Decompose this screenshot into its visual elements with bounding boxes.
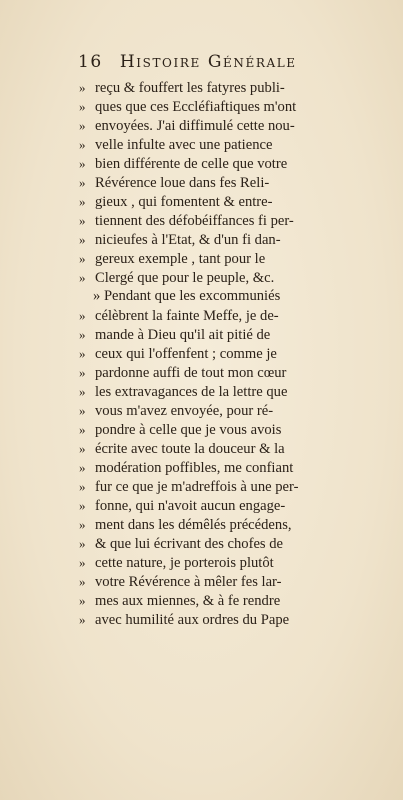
text-line [79, 268, 373, 287]
quote-mark: » [79, 251, 86, 266]
text-line [79, 306, 373, 325]
text-line [79, 610, 373, 629]
quote-mark: » [79, 422, 86, 437]
quote-mark: » [79, 327, 86, 342]
quote-mark: » [79, 517, 86, 532]
text-line [79, 515, 373, 534]
quote-mark: » [79, 308, 86, 323]
line-text: fonne, qui n'avoit aucun engage- [95, 498, 286, 514]
text-line [79, 572, 373, 591]
text-line [79, 496, 373, 515]
quote-mark: » [79, 536, 86, 551]
quote-mark: » [79, 232, 86, 247]
text-line [79, 154, 373, 173]
quote-mark: » [79, 99, 86, 114]
text-line [79, 401, 373, 420]
line-text: pardonne auffi de tout mon cœur [95, 365, 287, 381]
line-text: vous m'avez envoyée, pour ré- [95, 403, 274, 419]
line-text: bien différente de celle que votre [95, 156, 288, 172]
text-line [79, 249, 373, 268]
text-line [79, 477, 373, 496]
text-line [79, 116, 373, 135]
quote-mark: » [79, 612, 86, 627]
text-line [79, 325, 373, 344]
quote-mark: » [79, 80, 86, 95]
quote-mark: » [79, 460, 86, 475]
running-title: Histoire Générale [119, 52, 297, 72]
line-text: reçu & fouffert les fatyres publi- [95, 80, 285, 96]
line-text: Révérence loue dans fes Reli- [95, 175, 270, 191]
line-text: fur ce que je m'adreffois à une per- [95, 479, 299, 495]
text-line [79, 591, 373, 610]
text-line [79, 97, 373, 116]
text-line [79, 420, 373, 439]
quote-mark: » [79, 194, 86, 209]
line-text: votre Révérence à mêler fes lar- [95, 574, 282, 590]
quote-mark: » [79, 593, 86, 608]
quote-mark: » [79, 137, 86, 152]
quote-mark: » [79, 118, 86, 133]
text-line [79, 382, 373, 401]
line-text: tiennent des défobéiffances fi per- [95, 213, 294, 229]
line-text: nicieufes à l'Etat, & d'un fi dan- [95, 232, 281, 248]
quote-mark: » [79, 384, 86, 399]
line-text: gereux exemple , tant pour le [95, 251, 266, 267]
line-text: gieux , qui fomentent & entre- [95, 194, 273, 210]
line-text: mes aux miennes, & à fe rendre [95, 593, 281, 609]
quote-mark: » [79, 574, 86, 589]
line-text: pondre à celle que je vous avois [95, 422, 282, 438]
line-text: » Pendant que les excommuniés [93, 288, 281, 304]
page-number: 16 [78, 52, 103, 72]
quote-mark: » [79, 479, 86, 494]
quote-mark: » [79, 498, 86, 513]
text-line [79, 553, 373, 572]
text-line [79, 363, 373, 382]
text-line [79, 344, 373, 363]
text-line [79, 173, 373, 192]
text-line [79, 458, 373, 477]
line-text: les extravagances de la lettre que [95, 384, 288, 400]
line-text: Clergé que pour le peuple, &c. [95, 270, 275, 286]
line-text: ques que ces Eccléfiaftiques m'ont [95, 99, 297, 115]
line-text: mande à Dieu qu'il ait pitié de [95, 327, 271, 343]
quote-mark: » [79, 346, 86, 361]
text-line [79, 439, 373, 458]
text-line [79, 192, 373, 211]
line-text: écrite avec toute la douceur & la [95, 441, 285, 457]
quote-mark: » [79, 175, 86, 190]
text-line [79, 211, 373, 230]
line-text: & que lui écrivant des chofes de [95, 536, 284, 552]
line-text: cette nature, je porterois plutôt [95, 555, 274, 571]
line-text: célèbrent la fainte Meffe, je de- [95, 308, 279, 324]
line-text: ceux qui l'offenfent ; comme je [95, 346, 277, 362]
text-line [79, 534, 373, 553]
line-text: velle infulte avec une patience [95, 137, 273, 153]
quote-mark: » [79, 441, 86, 456]
text-line [79, 230, 373, 249]
page-header [78, 52, 374, 72]
text-line [79, 78, 373, 97]
line-text: envoyées. J'ai diffimulé cette nou- [95, 118, 295, 134]
line-text: modération poffibles, me confiant [95, 460, 294, 476]
quote-mark: » [79, 270, 86, 285]
quote-mark: » [79, 555, 86, 570]
quote-mark: » [79, 365, 86, 380]
quote-mark: » [79, 403, 86, 418]
body-text [79, 78, 373, 629]
line-text: avec humilité aux ordres du Pape [95, 612, 290, 628]
quote-mark: » [79, 213, 86, 228]
text-line [79, 287, 373, 306]
quote-mark: » [79, 156, 86, 171]
line-text: ment dans les démêlés précédens, [95, 517, 292, 533]
text-line [79, 135, 373, 154]
